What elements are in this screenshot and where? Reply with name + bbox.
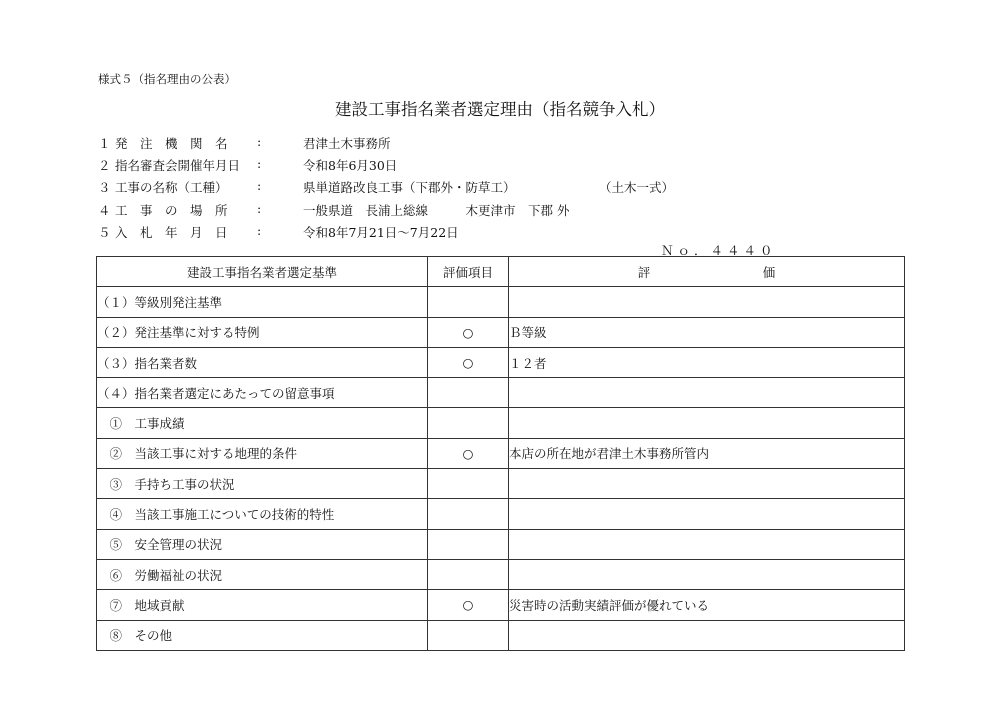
info-colon: : <box>257 156 262 171</box>
info-colon: : <box>257 178 262 193</box>
criterion-cell: （４）指名業者選定にあたっての留意事項 <box>97 378 428 408</box>
evaluation-mark <box>428 378 509 408</box>
evaluation-mark: ○ <box>428 347 509 377</box>
criterion-cell: ⑤ 安全管理の状況 <box>97 529 428 559</box>
evaluation-remark <box>509 559 905 589</box>
header-criteria: 建設工事指名業者選定基準 <box>97 257 428 287</box>
info-value: 県単道路改良工事（下郡外・防草工） <box>303 180 516 195</box>
table-row <box>97 620 905 650</box>
info-number: １ <box>98 136 111 151</box>
info-label: 発 注 機 関 名 <box>115 136 228 151</box>
info-colon: : <box>257 223 262 238</box>
table-row <box>97 408 905 438</box>
table-row <box>97 378 905 408</box>
table-row <box>97 469 905 499</box>
criterion-cell: ③ 手持ち工事の状況 <box>97 469 428 499</box>
evaluation-remark: １２者 <box>509 347 905 377</box>
table-row <box>97 317 905 347</box>
selection-criteria-table <box>96 256 905 651</box>
evaluation-remark: 本店の所在地が君津土木事務所管内 <box>509 438 905 468</box>
evaluation-remark: Ｂ等級 <box>509 317 905 347</box>
info-value: 令和8年6月30日 <box>303 158 398 173</box>
evaluation-remark <box>509 529 905 559</box>
info-number: ５ <box>98 225 111 240</box>
criterion-cell: ⑦ 地域貢献 <box>97 590 428 620</box>
evaluation-mark: ○ <box>428 590 509 620</box>
evaluation-remark <box>509 378 905 408</box>
evaluation-remark <box>509 287 905 317</box>
table-row <box>97 499 905 529</box>
evaluation-remark <box>509 408 905 438</box>
evaluation-mark <box>428 529 509 559</box>
table-row <box>97 529 905 559</box>
info-value: 令和8年7月21日～7月22日 <box>303 225 459 240</box>
evaluation-mark <box>428 499 509 529</box>
evaluation-remark <box>509 469 905 499</box>
info-number: ２ <box>98 158 111 173</box>
evaluation-mark <box>428 559 509 589</box>
evaluation-remark <box>509 499 905 529</box>
table-row <box>97 590 905 620</box>
evaluation-mark <box>428 287 509 317</box>
evaluation-mark <box>428 408 509 438</box>
criterion-cell: （１）等級別発注基準 <box>97 287 428 317</box>
evaluation-mark: ○ <box>428 438 509 468</box>
form-label: 様式５（指名理由の公表） <box>98 72 236 86</box>
table-row <box>97 347 905 377</box>
criterion-cell: ④ 当該工事施工についての技術的特性 <box>97 499 428 529</box>
table-row <box>97 287 905 317</box>
table-row <box>97 559 905 589</box>
criterion-cell: ① 工事成績 <box>97 408 428 438</box>
document-title: 建設工事指名業者選定理由（指名競争入札） <box>335 100 665 119</box>
info-colon: : <box>257 134 262 149</box>
evaluation-remark <box>509 620 905 650</box>
info-colon: : <box>257 201 262 216</box>
criterion-cell: ② 当該工事に対する地理的条件 <box>97 438 428 468</box>
criterion-cell: （３）指名業者数 <box>97 347 428 377</box>
info-value: 一般県道 長浦上総線 木更津市 下郡 外 <box>303 203 570 218</box>
criterion-cell: （２）発注基準に対する特例 <box>97 317 428 347</box>
evaluation-mark <box>428 620 509 650</box>
criterion-cell: ⑧ その他 <box>97 620 428 650</box>
info-label: 指名審査会開催年月日 <box>115 158 241 173</box>
evaluation-mark <box>428 469 509 499</box>
info-value: 君津土木事務所 <box>303 136 391 151</box>
info-label: 工 事 の 場 所 <box>115 203 228 218</box>
info-number: ３ <box>98 180 111 195</box>
info-label: 入 札 年 月 日 <box>115 225 228 240</box>
evaluation-remark: 災害時の活動実績評価が優れている <box>509 590 905 620</box>
info-number: ４ <box>98 203 111 218</box>
evaluation-mark: ○ <box>428 317 509 347</box>
header-evaluation-item: 評価項目 <box>428 257 509 287</box>
info-extra: （土木一式） <box>599 180 675 195</box>
table-header-row <box>97 257 905 287</box>
document-number: Ｎｏ．４４４０ <box>661 243 777 258</box>
info-label: 工事の名称（工種） <box>115 180 228 195</box>
criterion-cell: ⑥ 労働福祉の状況 <box>97 559 428 589</box>
table-row <box>97 438 905 468</box>
header-evaluation: 評 価 <box>509 257 905 287</box>
